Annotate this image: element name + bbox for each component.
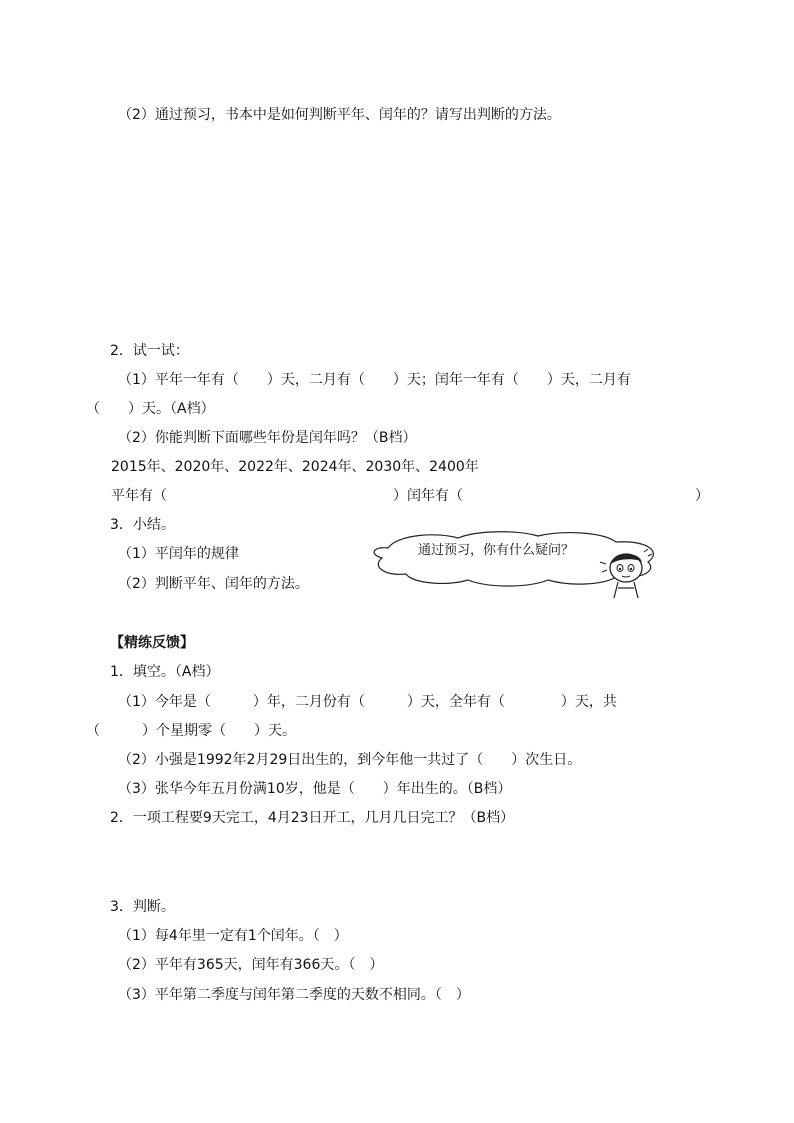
feedback-q1-1-line-1: （1）今年是（ ）年，二月份有（ ）天，全年有（ ）天，共 (118, 694, 617, 710)
feedback-question-1: 1．填空。（A档） (110, 664, 220, 680)
leap-year-label: ）闰年有（ (393, 488, 463, 504)
try-question-1-line-2: （ ）天。（A档） (86, 401, 215, 417)
try-question-2: （2）你能判断下面哪些年份是闰年吗？（B档） (118, 430, 417, 446)
summary-item-1: （1）平闰年的规律 (118, 546, 239, 562)
judge-item-2: （2）平年有365天，闰年有366天。（ ） (118, 957, 384, 973)
closing-paren: ） (695, 488, 709, 504)
judge-item-3: （3）平年第二季度与闰年第二季度的天数不相同。（ ） (118, 987, 470, 1003)
cartoon-boy-icon (598, 548, 654, 602)
feedback-q1-1-line-2: （ ）个星期零（ ）天。 (86, 723, 296, 739)
summary-item-2: （2）判断平年、闰年的方法。 (118, 576, 309, 592)
preview-question-2: （2）通过预习，书本中是如何判断平年、闰年的？请写出判断的方法。 (118, 107, 561, 123)
feedback-question-3: 3．判断。 (110, 899, 175, 915)
summary-heading: 3．小结。 (110, 517, 175, 533)
common-year-label: 平年有（ (111, 488, 167, 504)
year-list: 2015年、2020年、2022年、2024年、2030年、2400年 (111, 459, 479, 475)
judge-item-1: （1）每4年里一定有1个闰年。（ ） (118, 928, 348, 944)
bubble-text: 通过预习，你有什么疑问？ (418, 543, 575, 558)
feedback-heading: 【精练反馈】 (110, 635, 194, 651)
try-heading: 2．试一试： (110, 343, 189, 359)
try-question-1-line-1: （1）平年一年有（ ）天，二月有（ ）天；闰年一年有（ ）天，二月有 (118, 372, 631, 388)
feedback-question-2: 2．一项工程要9天完工，4月23日开工，几月几日完工？（B档） (110, 810, 515, 826)
feedback-q1-2: （2）小强是1992年2月29日出生的，到今年他一共过了（ ）次生日。 (118, 752, 582, 768)
feedback-q1-3: （3）张华今年五月份满10岁，他是（ ）年出生的。（B档） (118, 781, 512, 797)
